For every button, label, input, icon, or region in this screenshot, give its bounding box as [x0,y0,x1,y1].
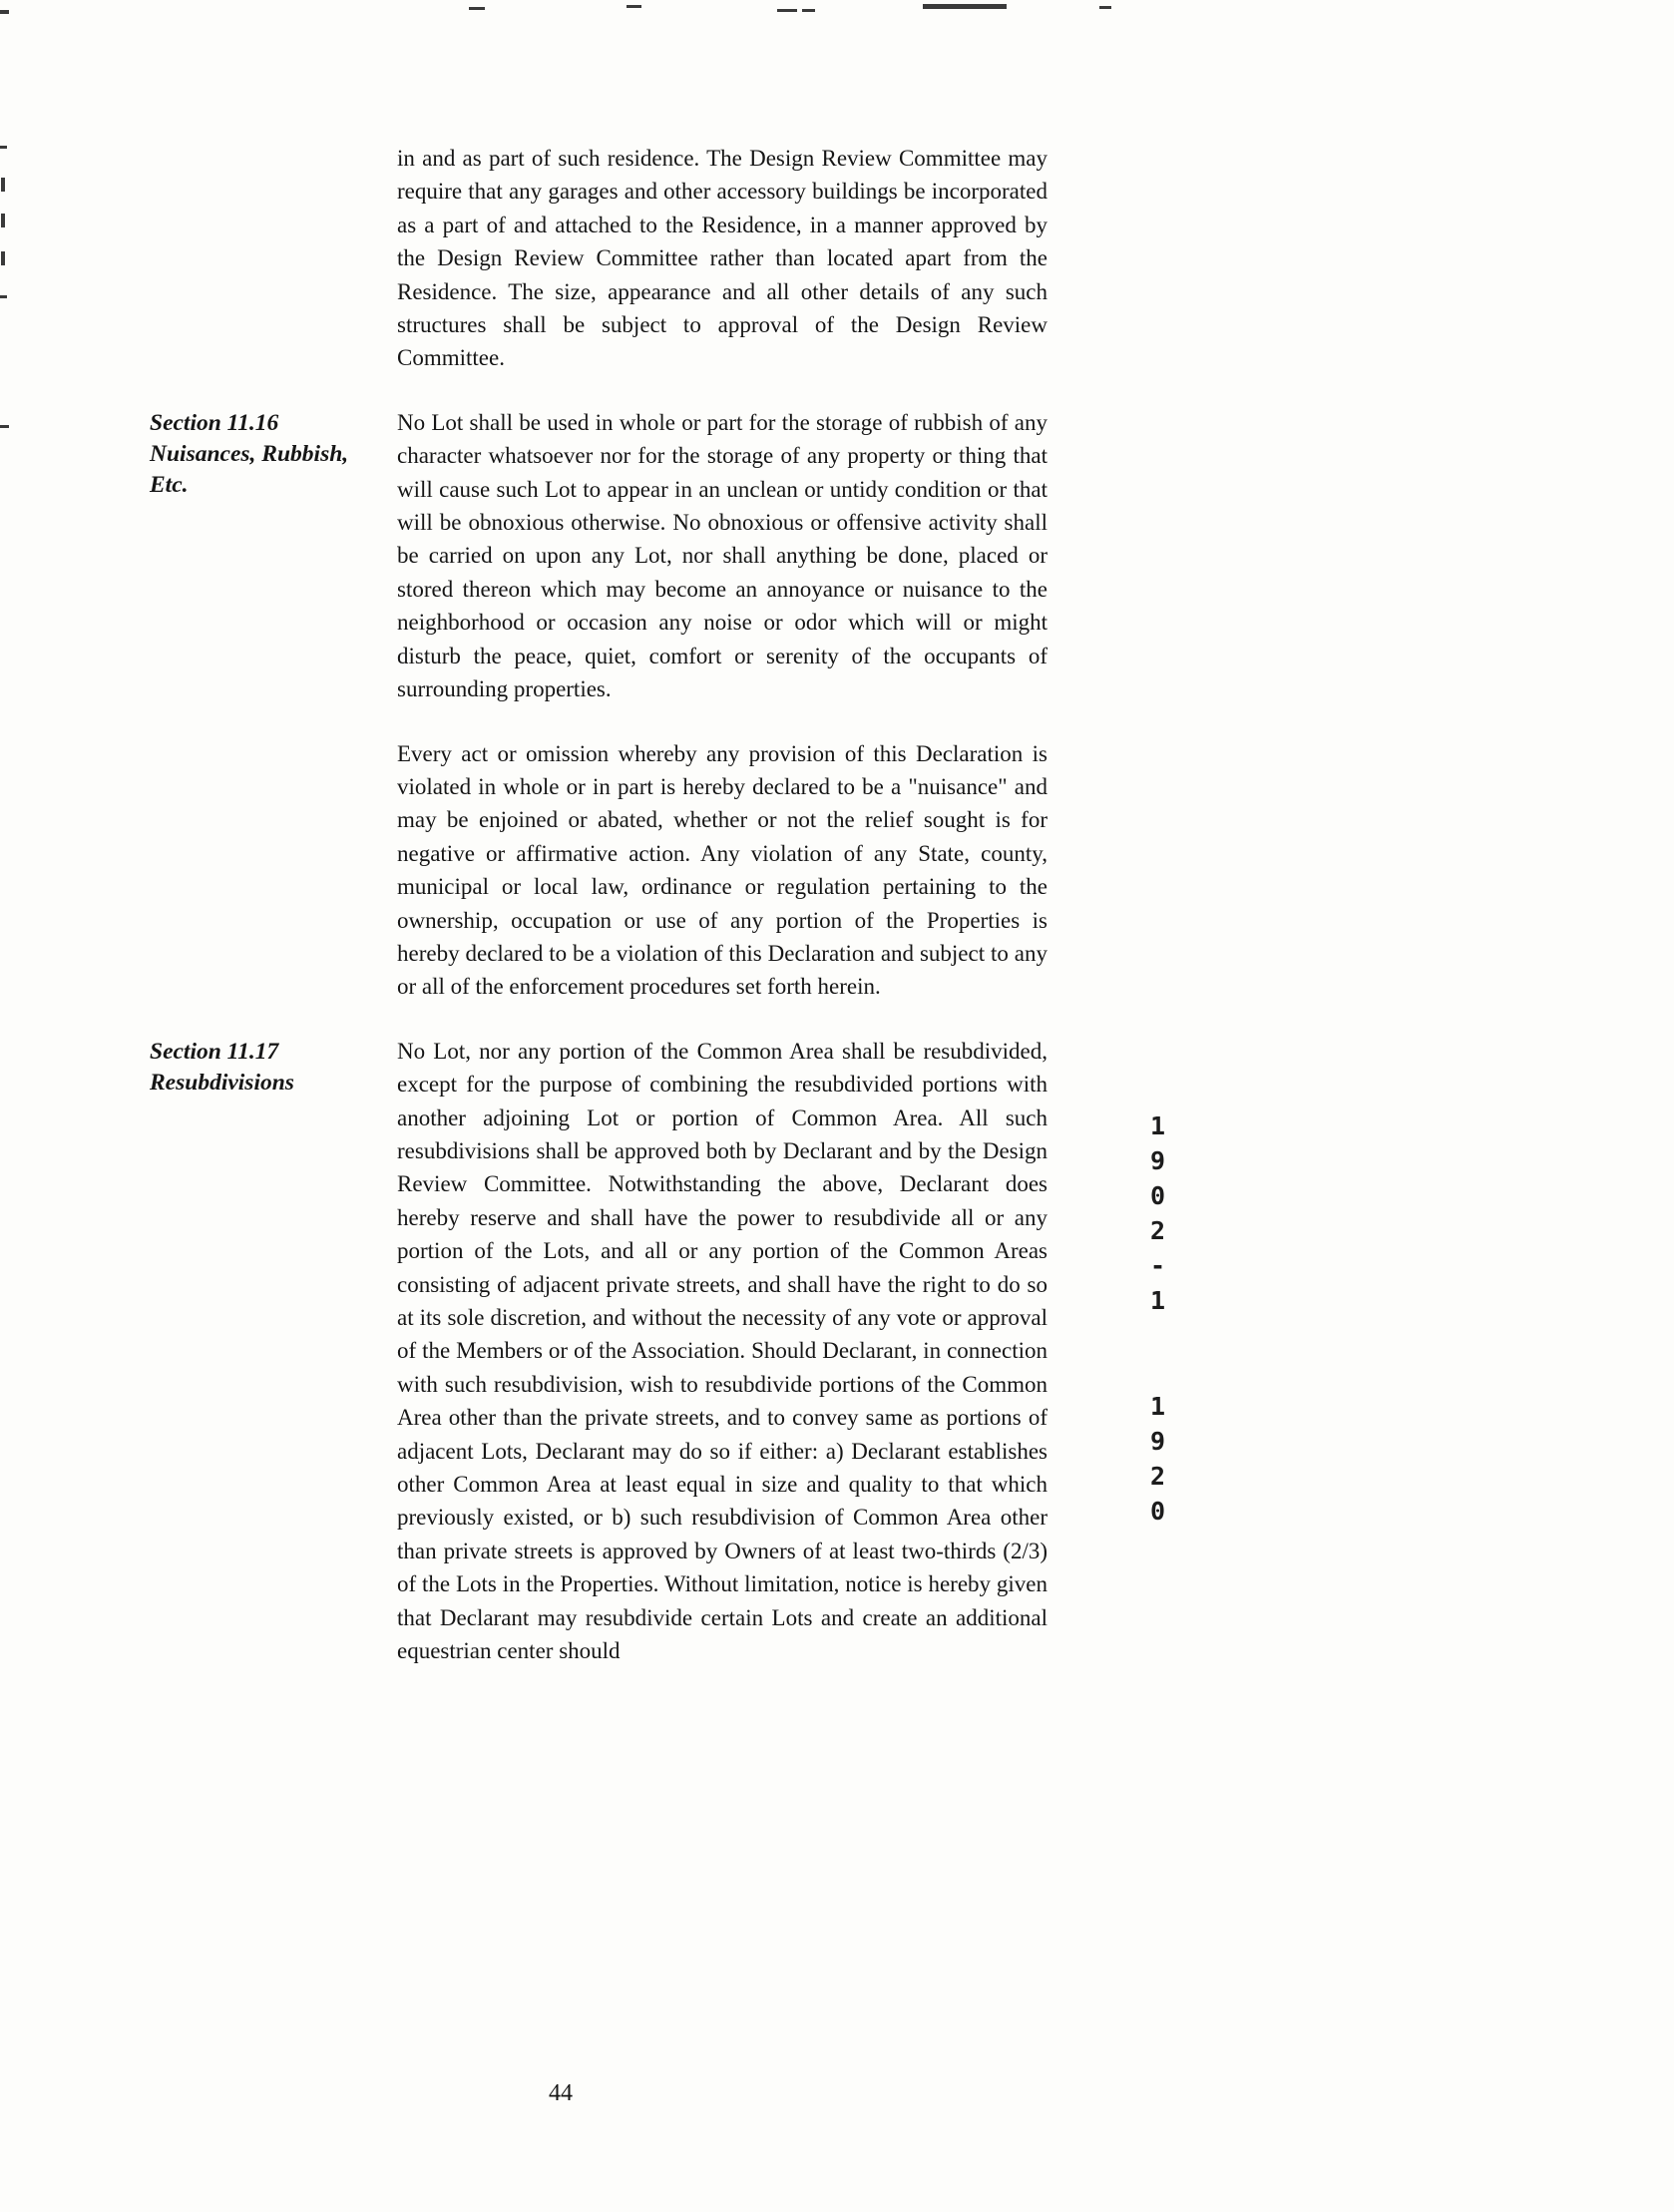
scan-artifact [469,7,485,10]
body-paragraph: in and as part of such residence. The Design Review Committee may require that any garages and other accessory buildings be incorporated as a part of and attached to the Residence, in a manner approved by the Design Review Committee rather than located apart from the Residence. The size, appearance and all other details of any such structures shall be subject to approval of the Design Review Committee. [397,146,1047,371]
section-body [397,1035,1047,1699]
page-number: 44 [549,2080,573,2106]
body-paragraph: Every act or omission whereby any provision of this Declaration is violated in whole or in part is hereby declared to be a "nuisance" and may be enjoined or abated, whether or not the relief sought is for negative or affirmative action. Any violation of any State, county, municipal or local law, ordinance or regulation pertaining to the ownership, occupation or use of any portion of the Properties is hereby declared to be a violation of this Declaration and subject to any or all of the enforcement procedures set forth herein. [397,740,1047,1000]
section-label [150,1035,397,1699]
scan-artifact [1,251,5,265]
section-row-11-16 [150,406,1047,1035]
section-body [397,406,1047,1035]
section-body [397,142,1047,406]
scan-artifact [0,425,9,428]
section-label-line: Nuisances, Rubbish, [150,440,349,467]
page-content [150,142,1047,1698]
scan-artifact [1,214,5,227]
scan-artifact [627,5,641,8]
scan-artifact [1099,6,1111,9]
scan-artifact [0,295,7,298]
margin-stamp-group: 1902-1 [1143,1111,1172,1321]
scan-artifact [0,146,7,149]
scan-artifact [1,178,5,192]
section-row-11-17 [150,1035,1047,1699]
scan-artifact [802,9,815,12]
margin-stamp-group: 1920 [1143,1392,1172,1532]
section-label-line: Section 11.16 [150,409,279,436]
body-paragraph: No Lot shall be used in whole or part for the storage of rubbish of any character whatsoever nor for the storage of any property or thing that will cause such Lot to appear in an unclean or untidy condition or that will be obnoxious otherwise. No obnoxious or offensive activity shall be carried on upon any Lot, nor shall anything be done, placed or stored thereon which may become an annoyance or nuisance to the neighborhood or occasion any noise or odor which will or might disturb the peace, quiet, comfort or serenity of the occupants of surrounding properties. [397,409,1047,702]
scan-artifact [923,4,1007,9]
section-label-line: Section 11.17 [150,1038,279,1065]
section-row-intro [150,142,1047,406]
margin-stamp [1143,1111,1172,1532]
section-label [150,406,397,1035]
body-paragraph: No Lot, nor any portion of the Common Area shall be resubdivided, except for the purpose of combining the resubdivided portions with another adjoining Lot or portion of Common Area. All such resubdivisions shall be approved both by Declarant and by the Design Review Committee. Notwithstanding the above, Declarant does hereby reserve and shall have the power to resubdivide all or any portion of the Lots, and all or any portion of the Common Areas consisting of adjacent private streets, and shall have the right to do so at its sole discretion, and without the necessity of any vote or approval of the Members or of the Association. Should Declarant, in connection with such resubdivision, wish to resubdivide portions of the Common Area other than the private streets, and to convey same as portions of adjacent Lots, Declarant may do so if either: a) Declarant establishes other Common Area at least equal in size and quality to that which previously existed, or b) such resubdivision of Common Area other than private streets is approved by Owners of at least two-thirds (2/3) of the Lots in the Properties. Without limitation, notice is hereby given that Declarant may resubdivide certain Lots and create an additional equestrian center should [397,1038,1047,1664]
section-label-empty [150,142,397,406]
section-label-line: Etc. [150,471,189,498]
scan-artifact [0,10,9,14]
section-label-line: Resubdivisions [150,1069,294,1096]
scan-artifact [777,9,797,12]
